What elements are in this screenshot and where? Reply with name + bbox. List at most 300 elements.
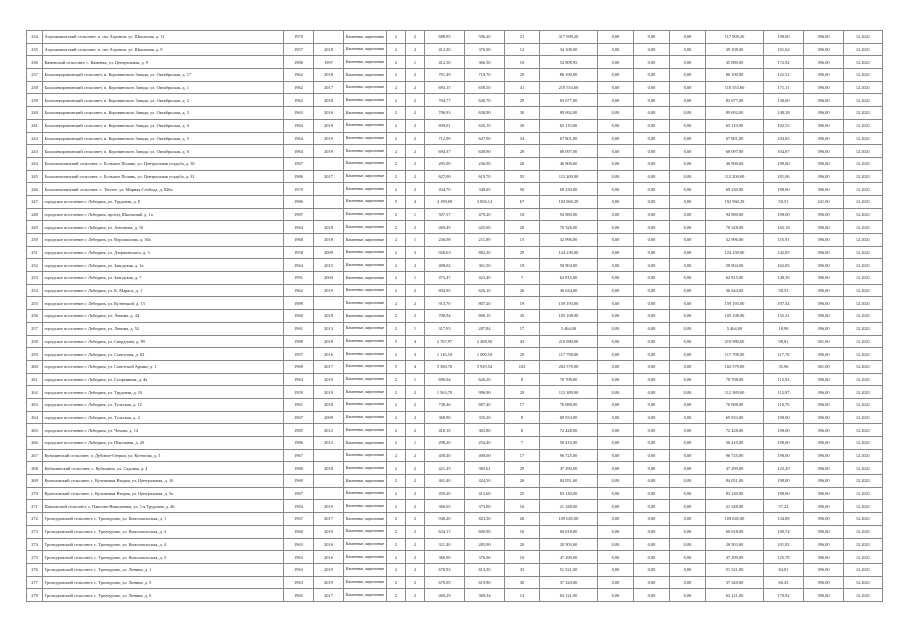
wall-material-cell: Каменные, кирпичные <box>344 437 387 450</box>
owners-cost-cell: 124 230,00 <box>706 246 764 259</box>
floors-cell: 2 <box>387 145 406 158</box>
row-number-cell: 274 <box>27 538 43 551</box>
repair-year-cell <box>314 449 344 462</box>
owners-cost-cell: 86 190,90 <box>706 69 764 82</box>
completion-date-cell: 12.2021 <box>844 386 883 399</box>
residents-cell: 18 <box>505 208 540 221</box>
floors-cell: 2 <box>387 119 406 132</box>
owners-cost-cell: 83 140,00 <box>706 487 764 500</box>
total-cost-cell: 72 428,00 <box>540 424 598 437</box>
living-area-cell: 361,50 <box>465 259 505 272</box>
table-row <box>27 43 883 56</box>
owners-cost-cell: 5 464,00 <box>706 322 764 335</box>
wall-material-cell: Каменные, кирпичные <box>344 310 387 323</box>
table-row <box>27 322 883 335</box>
address-cell: городское поселение г. Лебедянь, ул. Ленина, д. 52 <box>43 322 284 335</box>
max-unit-cost-cell: 396,00 <box>804 525 844 538</box>
entrances-cell: 2 <box>406 386 425 399</box>
unit-cost-cell: 57,22 <box>764 500 804 513</box>
local-cost-cell: 0,00 <box>670 538 706 551</box>
owners-cost-cell: 35 080,00 <box>706 56 764 69</box>
budget-cost-cell: 0,00 <box>634 107 670 120</box>
fund-cost-cell: 0,00 <box>598 348 634 361</box>
table-row <box>27 538 883 551</box>
entrances-cell: 2 <box>406 81 425 94</box>
local-cost-cell: 0,00 <box>670 322 706 335</box>
row-number-cell: 278 <box>27 589 43 602</box>
max-unit-cost-cell: 396,00 <box>804 69 844 82</box>
fund-cost-cell: 0,00 <box>598 195 634 208</box>
wall-material-cell: Каменные, кирпичные <box>344 69 387 82</box>
fund-cost-cell: 0,00 <box>598 373 634 386</box>
living-area-cell: 3 856,14 <box>465 195 505 208</box>
completion-date-cell: 12.2021 <box>844 284 883 297</box>
living-area-cell: 2 498,50 <box>465 335 505 348</box>
total-area-cell: 1 563,70 <box>425 386 465 399</box>
total-area-cell: 317,95 <box>425 322 465 335</box>
max-unit-cost-cell: 396,00 <box>804 31 844 44</box>
entrances-cell: 3 <box>406 348 425 361</box>
fund-cost-cell: 0,00 <box>598 107 634 120</box>
living-area-cell: 647,90 <box>465 132 505 145</box>
entrances-cell: 2 <box>406 119 425 132</box>
total-area-cell: 507,57 <box>425 208 465 221</box>
residents-cell: 12 <box>505 43 540 56</box>
total-cost-cell: 112 200,00 <box>540 170 598 183</box>
local-cost-cell: 0,00 <box>670 208 706 221</box>
completion-date-cell: 12.2021 <box>844 538 883 551</box>
residents-cell: 41 <box>505 81 540 94</box>
living-area-cell: 373,00 <box>465 500 505 513</box>
floors-cell: 2 <box>387 183 406 196</box>
living-area-cell: 413,60 <box>465 487 505 500</box>
repair-year-cell: 2019 <box>314 500 344 513</box>
budget-cost-cell: 0,00 <box>634 31 670 44</box>
max-unit-cost-cell: 396,00 <box>804 563 844 576</box>
total-cost-cell: 86 190,90 <box>540 69 598 82</box>
completion-date-cell: 12.2021 <box>844 310 883 323</box>
local-cost-cell: 0,00 <box>670 589 706 602</box>
wall-material-cell: Каменные, кирпичные <box>344 576 387 589</box>
unit-cost-cell: 198,00 <box>764 31 804 44</box>
build-year-cell: 1963 <box>284 551 314 564</box>
owners-cost-cell: 89 692,00 <box>706 107 764 120</box>
entrances-cell: 2 <box>406 170 425 183</box>
wall-material-cell: Каменные, кирпичные <box>344 475 387 488</box>
repair-year-cell: 2018 <box>314 310 344 323</box>
max-unit-cost-cell: 396,00 <box>804 589 844 602</box>
entrances-cell: 2 <box>406 221 425 234</box>
row-number-cell: 250 <box>27 234 43 247</box>
entrances-cell: 2 <box>406 69 425 82</box>
completion-date-cell: 12.2021 <box>844 259 883 272</box>
completion-date-cell: 12.2021 <box>844 500 883 513</box>
owners-cost-cell: 58 904,00 <box>706 259 764 272</box>
address-cell: городское поселение г. Лебедянь, ул. Заводская, д. 1а <box>43 259 284 272</box>
completion-date-cell: 12.2021 <box>844 221 883 234</box>
total-cost-cell: 70 328,00 <box>540 221 598 234</box>
local-cost-cell: 0,00 <box>670 132 706 145</box>
budget-cost-cell: 0,00 <box>634 576 670 589</box>
address-cell: Агрохимический сельсовет, п. свх Агроном, ул. Школьная, д. 11 <box>43 31 284 44</box>
fund-cost-cell: 0,00 <box>598 322 634 335</box>
row-number-cell: 236 <box>27 56 43 69</box>
unit-cost-cell: 152,31 <box>764 310 804 323</box>
residents-cell: 67 <box>505 195 540 208</box>
total-cost-cell: 58 904,00 <box>540 259 598 272</box>
owners-cost-cell: 110 553,60 <box>706 81 764 94</box>
repair-year-cell: 2017 <box>314 360 344 373</box>
row-number-cell: 245 <box>27 170 43 183</box>
completion-date-cell: 12.2021 <box>844 107 883 120</box>
owners-cost-cell: 70 328,00 <box>706 221 764 234</box>
owners-cost-cell: 210 980,00 <box>706 335 764 348</box>
fund-cost-cell: 0,00 <box>598 157 634 170</box>
address-cell: Большекоровинский сельсовет, п. Коровинского Завода, ул. Октябрьская, д. 1 <box>43 81 284 94</box>
owners-cost-cell: 112 200,00 <box>706 170 764 183</box>
budget-cost-cell: 0,00 <box>634 398 670 411</box>
entrances-cell: 2 <box>406 411 425 424</box>
total-cost-cell: 83 140,00 <box>540 487 598 500</box>
repair-year-cell: 2012 <box>314 424 344 437</box>
unit-cost-cell: 98,81 <box>764 335 804 348</box>
local-cost-cell: 0,00 <box>670 398 706 411</box>
entrances-cell: 2 <box>406 43 425 56</box>
build-year-cell: 1964 <box>284 119 314 132</box>
build-year-cell: 1969 <box>284 360 314 373</box>
completion-date-cell: 12.2021 <box>844 56 883 69</box>
completion-date-cell: 12.2021 <box>844 208 883 221</box>
completion-date-cell: 12.2021 <box>844 132 883 145</box>
address-cell: городское поселение г. Лебедянь, ул. Ленина, д. 44 <box>43 310 284 323</box>
owners-cost-cell: 112 389,00 <box>706 386 764 399</box>
residents-cell: 7 <box>505 272 540 285</box>
local-cost-cell: 0,00 <box>670 513 706 526</box>
build-year-cell: 1970 <box>284 183 314 196</box>
residents-cell: 19 <box>505 297 540 310</box>
fund-cost-cell: 0,00 <box>598 81 634 94</box>
residents-cell: 16 <box>505 551 540 564</box>
row-number-cell: 269 <box>27 475 43 488</box>
fund-cost-cell: 0,00 <box>598 538 634 551</box>
budget-cost-cell: 0,00 <box>634 234 670 247</box>
max-unit-cost-cell: 396,00 <box>804 462 844 475</box>
fund-cost-cell: 0,00 <box>598 525 634 538</box>
fund-cost-cell: 0,00 <box>598 437 634 450</box>
living-area-cell: 383,61 <box>465 462 505 475</box>
wall-material-cell: Каменные, кирпичные <box>344 297 387 310</box>
table-row <box>27 259 883 272</box>
address-cell: Большекоровинский сельсовет, п. Коровинского Завода, ул. Октябрьская, д. 2 <box>43 94 284 107</box>
table-row <box>27 424 883 437</box>
total-cost-cell: 65 119,00 <box>540 119 598 132</box>
wall-material-cell: Каменные, кирпичные <box>344 398 387 411</box>
fund-cost-cell: 0,00 <box>598 386 634 399</box>
total-cost-cell: 62 815,00 <box>540 272 598 285</box>
address-cell: городское поселение г. Лебедянь, ул. Свердлова, д. 89 <box>43 335 284 348</box>
row-number-cell: 252 <box>27 259 43 272</box>
residents-cell: 43 <box>505 335 540 348</box>
local-cost-cell: 0,00 <box>670 107 706 120</box>
address-cell: Кубашинский сельсовет, с. Кубашино, ул. Садовая, д. 4 <box>43 462 284 475</box>
living-area-cell: 1 000,10 <box>465 348 505 361</box>
entrances-cell: 2 <box>406 157 425 170</box>
completion-date-cell: 12.2021 <box>844 398 883 411</box>
build-year-cell: 1961 <box>284 398 314 411</box>
wall-material-cell: Каменные, кирпичные <box>344 119 387 132</box>
repair-year-cell: 2019 <box>314 132 344 145</box>
table-row <box>27 208 883 221</box>
floors-cell: 2 <box>387 576 406 589</box>
table-row <box>27 475 883 488</box>
floors-cell: 2 <box>387 322 406 335</box>
repair-year-cell <box>314 297 344 310</box>
unit-cost-cell: 181,06 <box>764 170 804 183</box>
total-area-cell: 699,01 <box>425 119 465 132</box>
address-cell: Троекуровский сельсовет, с. Троекурово, ул. Комсомольская, д. 4 <box>43 538 284 551</box>
total-area-cell: 461,40 <box>425 475 465 488</box>
total-area-cell: 627,00 <box>425 170 465 183</box>
repair-year-cell <box>314 475 344 488</box>
total-area-cell: 738,46 <box>425 398 465 411</box>
owners-cost-cell: 117 909,20 <box>706 31 764 44</box>
max-unit-cost-cell: 396,00 <box>804 94 844 107</box>
total-cost-cell: 46 906,60 <box>540 157 598 170</box>
completion-date-cell: 12.2021 <box>844 81 883 94</box>
build-year-cell: 1989 <box>284 297 314 310</box>
owners-cost-cell: 60 618,00 <box>706 525 764 538</box>
unit-cost-cell: 134,88 <box>764 513 804 526</box>
repair-year-cell: 2019 <box>314 563 344 576</box>
budget-cost-cell: 0,00 <box>634 424 670 437</box>
local-cost-cell: 0,00 <box>670 221 706 234</box>
living-area-cell: 376,06 <box>465 551 505 564</box>
total-area-cell: 679,05 <box>425 576 465 589</box>
local-cost-cell: 0,00 <box>670 500 706 513</box>
unit-cost-cell: 198,00 <box>764 449 804 462</box>
fund-cost-cell: 0,00 <box>598 462 634 475</box>
wall-material-cell: Каменные, кирпичные <box>344 31 387 44</box>
fund-cost-cell: 0,00 <box>598 551 634 564</box>
living-area-cell: 626,20 <box>465 373 505 386</box>
local-cost-cell: 0,00 <box>670 195 706 208</box>
total-area-cell: 469,49 <box>425 221 465 234</box>
max-unit-cost-cell: 396,00 <box>804 107 844 120</box>
total-cost-cell: 89 692,00 <box>540 107 598 120</box>
budget-cost-cell: 0,00 <box>634 284 670 297</box>
budget-cost-cell: 0,00 <box>634 386 670 399</box>
completion-date-cell: 12.2021 <box>844 525 883 538</box>
total-area-cell: 704,77 <box>425 94 465 107</box>
wall-material-cell: Каменные, кирпичные <box>344 335 387 348</box>
living-area-cell: 376,00 <box>465 43 505 56</box>
max-unit-cost-cell: 396,00 <box>804 183 844 196</box>
row-number-cell: 237 <box>27 69 43 82</box>
build-year-cell: 1964 <box>284 132 314 145</box>
local-cost-cell: 0,00 <box>670 31 706 44</box>
total-area-cell: 366,90 <box>425 551 465 564</box>
repair-year-cell: 2018 <box>314 335 344 348</box>
address-cell: городское поселение г. Лебедянь, ул. Трудовая, д. 8 <box>43 195 284 208</box>
total-cost-cell: 67 801,00 <box>540 132 598 145</box>
fund-cost-cell: 0,00 <box>598 132 634 145</box>
row-number-cell: 257 <box>27 322 43 335</box>
total-cost-cell: 60 618,00 <box>540 525 598 538</box>
residents-cell: 16 <box>505 525 540 538</box>
floors-cell: 2 <box>387 449 406 462</box>
total-area-cell: 418,10 <box>425 424 465 437</box>
total-cost-cell: 210 980,00 <box>540 335 598 348</box>
repair-year-cell: 2018 <box>314 94 344 107</box>
local-cost-cell: 0,00 <box>670 437 706 450</box>
wall-material-cell: Каменные, кирпичные <box>344 411 387 424</box>
fund-cost-cell: 0,00 <box>598 259 634 272</box>
max-unit-cost-cell: 396,00 <box>804 437 844 450</box>
build-year-cell: 1962 <box>284 81 314 94</box>
residents-cell: 29 <box>505 462 540 475</box>
budget-cost-cell: 0,00 <box>634 335 670 348</box>
residents-cell: 26 <box>505 157 540 170</box>
residents-cell: 163 <box>505 360 540 373</box>
total-cost-cell: 5 464,00 <box>540 322 598 335</box>
unit-cost-cell: 172,92 <box>764 56 804 69</box>
repair-year-cell: 2012 <box>314 437 344 450</box>
fund-cost-cell: 0,00 <box>598 360 634 373</box>
living-area-cell: 613,30 <box>465 563 505 576</box>
floors-cell: 2 <box>387 462 406 475</box>
unit-cost-cell: 198,00 <box>764 411 804 424</box>
row-number-cell: 259 <box>27 348 43 361</box>
address-cell: Троекуровский сельсовет, с. Троекурово, ул. Комсомольская, д. 5 <box>43 551 284 564</box>
floors-cell: 5 <box>387 335 406 348</box>
max-unit-cost-cell: 396,00 <box>804 576 844 589</box>
local-cost-cell: 0,00 <box>670 157 706 170</box>
owners-cost-cell: 21 348,00 <box>706 500 764 513</box>
completion-date-cell: 12.2021 <box>844 424 883 437</box>
floors-cell: 2 <box>387 589 406 602</box>
completion-date-cell: 12.2021 <box>844 348 883 361</box>
wall-material-cell: Каменные, кирпичные <box>344 145 387 158</box>
address-cell: городское поселение г. Лебедянь, ул. Антонова, д. 16 <box>43 221 284 234</box>
table-row <box>27 234 883 247</box>
wall-material-cell: Каменные, кирпичные <box>344 487 387 500</box>
total-area-cell: 913,70 <box>425 297 465 310</box>
budget-cost-cell: 0,00 <box>634 221 670 234</box>
row-number-cell: 276 <box>27 563 43 576</box>
total-cost-cell: 192 960,29 <box>540 195 598 208</box>
repair-year-cell: 2019 <box>314 145 344 158</box>
table-row <box>27 81 883 94</box>
owners-cost-cell: 67 801,00 <box>706 132 764 145</box>
entrances-cell: 3 <box>406 246 425 259</box>
table-row <box>27 462 883 475</box>
budget-cost-cell: 0,00 <box>634 246 670 259</box>
build-year-cell: 1980 <box>284 462 314 475</box>
completion-date-cell: 12.2021 <box>844 360 883 373</box>
floors-cell: 2 <box>387 475 406 488</box>
budget-cost-cell: 0,00 <box>634 94 670 107</box>
table-row <box>27 284 883 297</box>
completion-date-cell: 12.2021 <box>844 576 883 589</box>
build-year-cell: 1987 <box>284 208 314 221</box>
row-number-cell: 235 <box>27 43 43 56</box>
completion-date-cell: 12.2021 <box>844 589 883 602</box>
residents-cell: 20 <box>505 538 540 551</box>
max-unit-cost-cell: 396,00 <box>804 221 844 234</box>
living-area-cell: 807,20 <box>465 297 505 310</box>
living-area-cell: 687,40 <box>465 398 505 411</box>
build-year-cell: 1967 <box>284 411 314 424</box>
residents-cell: 29 <box>505 69 540 82</box>
repair-year-cell: 2018 <box>314 43 344 56</box>
repair-year-cell: 2016 <box>314 538 344 551</box>
local-cost-cell: 0,00 <box>670 56 706 69</box>
budget-cost-cell: 0,00 <box>634 208 670 221</box>
owners-cost-cell: 159 193,00 <box>706 297 764 310</box>
residents-cell: 15 <box>505 234 540 247</box>
repair-year-cell: 2016 <box>314 551 344 564</box>
table-row <box>27 246 883 259</box>
owners-cost-cell: 65 119,00 <box>706 119 764 132</box>
max-unit-cost-cell: 396,00 <box>804 386 844 399</box>
wall-material-cell: Каменные, кирпичные <box>344 259 387 272</box>
living-area-cell: 635,10 <box>465 119 505 132</box>
completion-date-cell: 12.2021 <box>844 322 883 335</box>
completion-date-cell: 12.2021 <box>844 272 883 285</box>
build-year-cell: 1960 <box>284 310 314 323</box>
total-cost-cell: 36 644,00 <box>540 284 598 297</box>
table-row <box>27 373 883 386</box>
row-number-cell: 241 <box>27 119 43 132</box>
wall-material-cell: Каменные, кирпичные <box>344 183 387 196</box>
living-area-cell: 363,80 <box>465 424 505 437</box>
address-cell: Троекуровский сельсовет, с. Троекурово, ул. Комсомольская, д. 1 <box>43 513 284 526</box>
residents-cell: 30 <box>505 119 540 132</box>
address-cell: городское поселение г. Лебедянь, ул. Тульская, д. 4 <box>43 411 284 424</box>
entrances-cell: 2 <box>406 107 425 120</box>
total-cost-cell: 63 121,00 <box>540 589 598 602</box>
fund-cost-cell: 0,00 <box>598 208 634 221</box>
table-row <box>27 487 883 500</box>
floors-cell: 2 <box>387 487 406 500</box>
build-year-cell: 1964 <box>284 145 314 158</box>
total-area-cell: 678,93 <box>425 563 465 576</box>
budget-cost-cell: 0,00 <box>634 259 670 272</box>
repair-year-cell: 2017 <box>314 170 344 183</box>
wall-material-cell: Каменные, кирпичные <box>344 221 387 234</box>
owners-cost-cell: 63 121,00 <box>706 589 764 602</box>
max-unit-cost-cell: 396,00 <box>804 513 844 526</box>
row-number-cell: 270 <box>27 487 43 500</box>
living-area-cell: 719,70 <box>465 69 505 82</box>
total-area-cell: 4 199,69 <box>425 195 465 208</box>
residents-cell: 29 <box>505 246 540 259</box>
build-year-cell: 1962 <box>284 94 314 107</box>
build-year-cell: 1967 <box>284 487 314 500</box>
build-year-cell: 1968 <box>284 234 314 247</box>
budget-cost-cell: 0,00 <box>634 373 670 386</box>
living-area-cell: 648,90 <box>465 145 505 158</box>
living-area-cell: 211,89 <box>465 234 505 247</box>
table-row <box>27 132 883 145</box>
table-row <box>27 398 883 411</box>
living-area-cell: 479,20 <box>465 208 505 221</box>
completion-date-cell: 12.2021 <box>844 475 883 488</box>
row-number-cell: 277 <box>27 576 43 589</box>
repair-year-cell: 2019 <box>314 119 344 132</box>
entrances-cell: 2 <box>406 31 425 44</box>
living-area-cell: 366,50 <box>465 56 505 69</box>
